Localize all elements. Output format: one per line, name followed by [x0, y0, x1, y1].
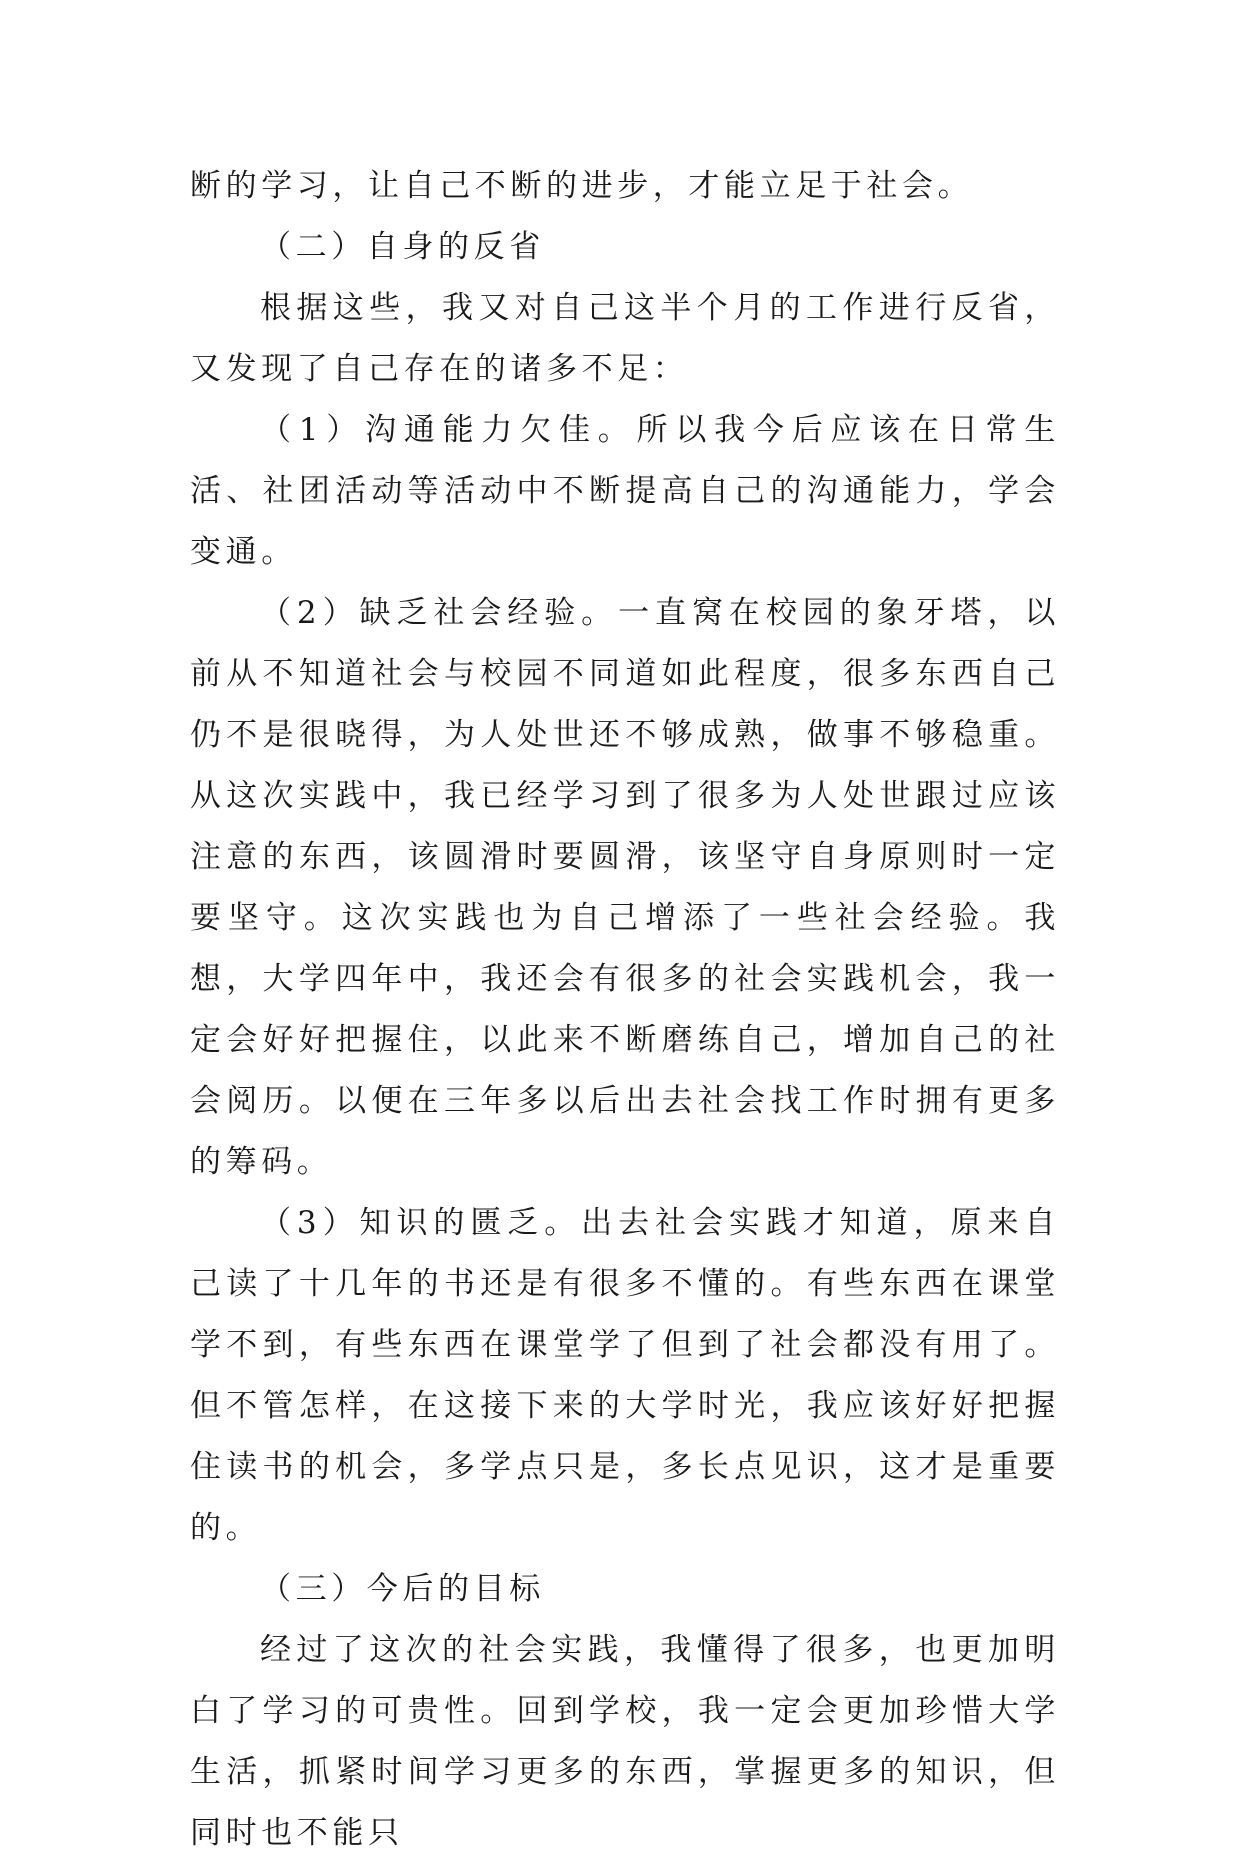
paragraph-point-1: （1）沟通能力欠佳。所以我今后应该在日常生活、社团活动等活动中不断提高自己的沟通能力，学会变通。 — [190, 412, 1060, 570]
paragraph-reflection-intro: 根据这些，我又对自己这半个月的工作进行反省，又发现了自己存在的诸多不足： — [190, 290, 1060, 387]
paragraph-future-goals: 经过了这次的社会实践，我懂得了很多，也更加明白了学习的可贵性。回到学校，我一定会更加珍惜大学生活，抓紧时间学习更多的东西，掌握更多的知识，但同时也不能只 — [190, 1632, 1060, 1851]
section-heading-future-goals: （三）今后的目标 — [260, 1571, 545, 1607]
document-body — [190, 156, 1060, 1864]
paragraph-point-3: （3）知识的匮乏。出去社会实践才知道，原来自己读了十几年的书还是有很多不懂的。有些东西在课堂学不到，有些东西在课堂学了但到了社会都没有用了。但不管怎样，在这接下来的大学时光，我应该好好把握住读书的机会，多学点只是，多长点见识，这才是重要的。 — [190, 1205, 1060, 1546]
section-heading-self-reflection: （二）自身的反省 — [260, 229, 545, 265]
paragraph-point-2: （2）缺乏社会经验。一直窝在校园的象牙塔，以前从不知道社会与校园不同道如此程度，很多东西自己仍不是很晓得，为人处世还不够成熟，做事不够稳重。从这次实践中，我已经学习到了很多为人处世跟过应该注意的东西，该圆滑时要圆滑，该坚守自身原则时一定要坚守。这次实践也为自己增添了一些社会经验。我想，大学四年中，我还会有很多的社会实践机会，我一定会好好把握住，以此来不断磨练自己，增加自己的社会阅历。以便在三年多以后出去社会找工作时拥有更多的筹码。 — [190, 595, 1060, 1180]
paragraph-continuation: 断的学习，让自己不断的进步，才能立足于社会。 — [190, 168, 974, 204]
